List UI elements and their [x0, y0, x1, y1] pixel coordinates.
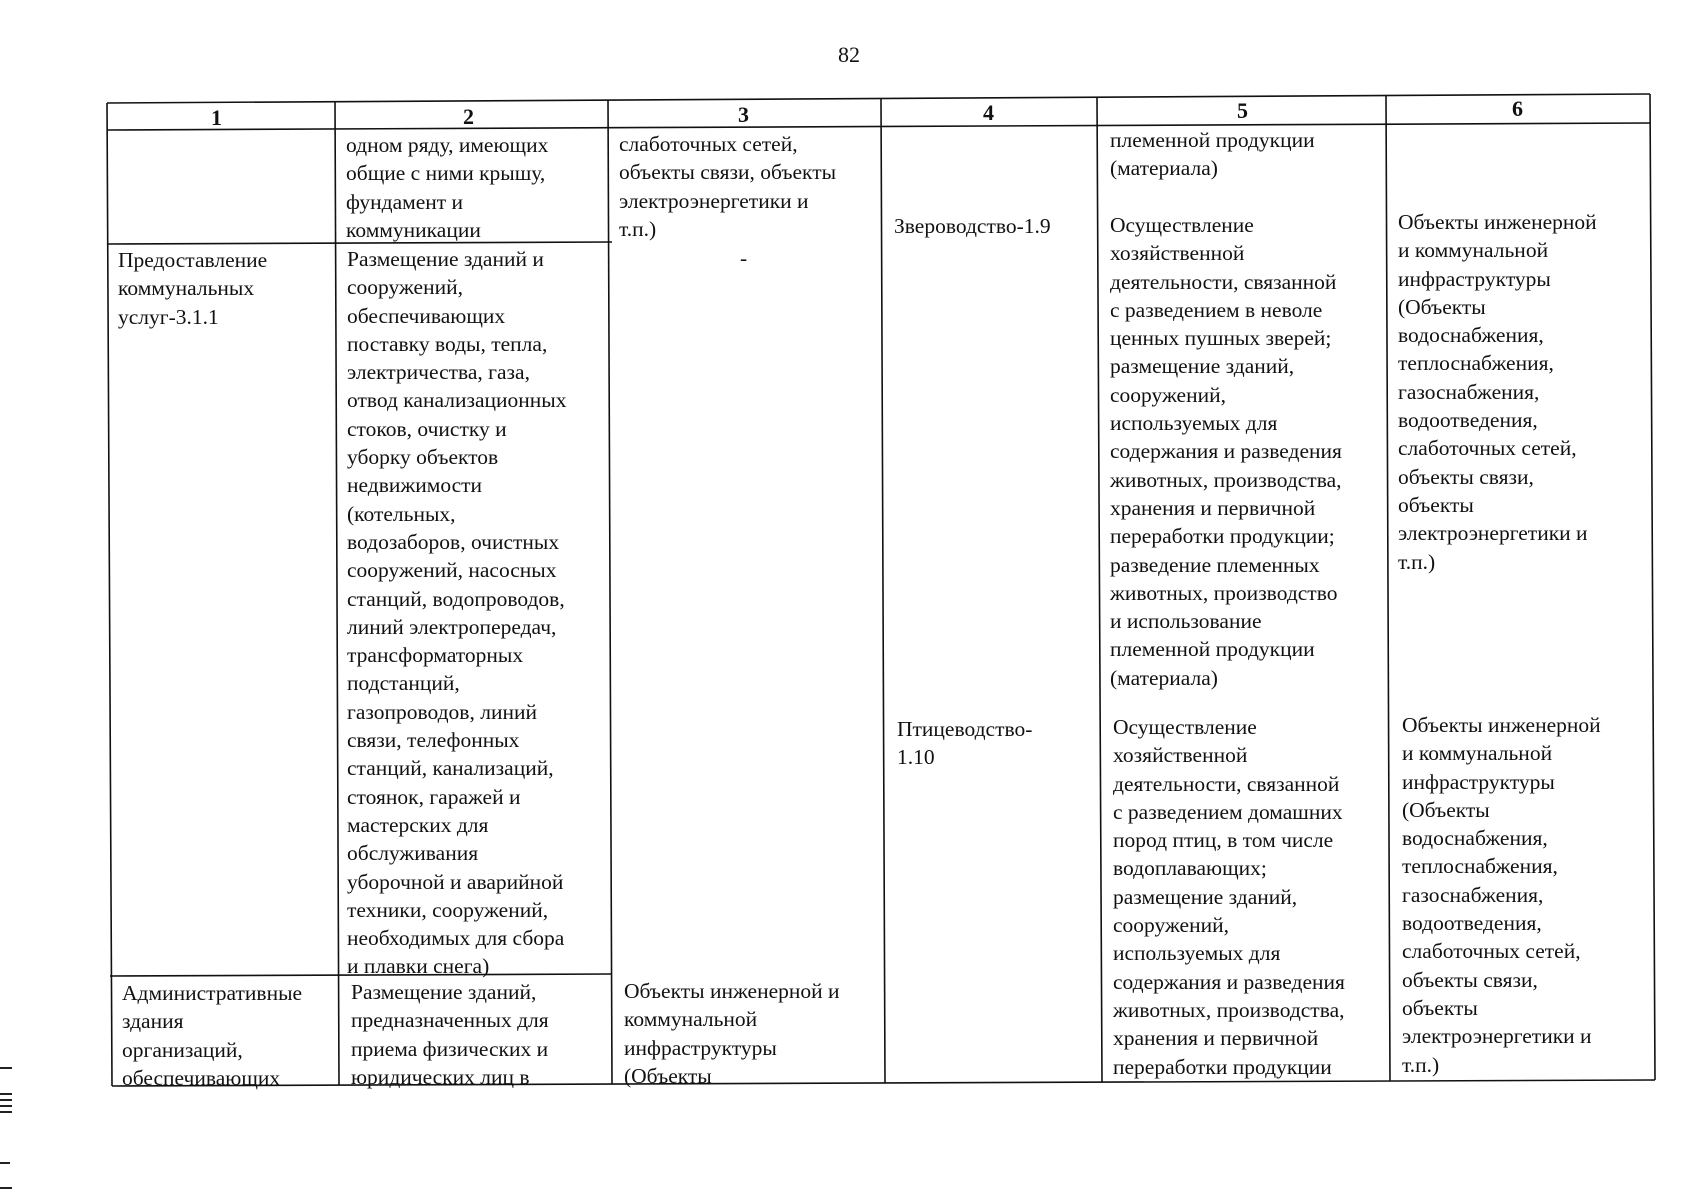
header-col-5: 5	[1237, 98, 1248, 123]
table-cell-poultry-col6: Объекты инженерной и коммунальной инфраструктуры (Объекты водоснабжения, теплоснабжения, газоснабжения, водоотведения, слаботочных сетей, объекты связи, объекты электроэнергетики и т.п.)	[1402, 713, 1601, 1077]
scan-margin-marks	[0, 0, 20, 1200]
table-cell-continuation-col5: племенной продукции (материала)	[1110, 128, 1315, 181]
page-number: 82	[838, 42, 860, 67]
table-cell-fur-farming-col6: Объекты инженерной и коммунальной инфраструктуры (Объекты водоснабжения, теплоснабжения, газоснабжения, водоотведения, слаботочных сетей, объекты связи, объекты электроэнергетики и т.п.)	[1398, 210, 1597, 574]
header-col-6: 6	[1512, 96, 1523, 121]
table-cell-continuation-col2: одном ряду, имеющих общие с ними крышу, фундамент и коммуникации	[346, 133, 549, 242]
table-cell-utilities-col2: Размещение зданий и сооружений, обеспечивающих поставку воды, тепла, электричества, газа, отвод канализационных стоков, очистку и уборку объектов недвижимости (котельных, водозаборов, очистных сооружений, насосных станций, водопроводов, линий электропередач, трансформаторных подстанций, газопроводов, линий связи, телефонных станций, канализаций, стоянок, гаражей и мастерских для обслуживания уборочной и аварийной техники, сооружений, необходимых для сбора и плавки снега)	[347, 247, 567, 979]
table-cell-poultry-col5: Осуществление хозяйственной деятельности, связанной с разведением домашних пород птиц, в том числе водоплавающих; размещение зданий, сооружений, используемых для содержания и разведения животных, производства, хранения и первичной переработки продукции	[1113, 715, 1345, 1079]
table-cell-continuation-col3: слаботочных сетей, объекты связи, объекты электроэнергетики и т.п.)	[619, 132, 837, 241]
header-col-1: 1	[211, 105, 222, 130]
table-cell-admin-col2: Размещение зданий, предназначенных для приема физических и юридических лиц в	[351, 980, 549, 1089]
table-cell-admin-col3: Объекты инженерной и коммунальной инфраструктуры (Объекты	[624, 979, 840, 1088]
table-cell-poultry-col4: Птицеводство- 1.10	[897, 717, 1033, 770]
table-cell-utilities-col1: Предоставление коммунальных услуг-3.1.1	[118, 248, 268, 329]
table-cell-fur-farming-col4: Звероводство-1.9	[894, 214, 1051, 238]
table-cell-admin-col1: Административные здания организаций, обеспечивающих	[122, 981, 303, 1090]
header-col-3: 3	[738, 102, 749, 127]
table-cell-utilities-col3: -	[740, 246, 748, 270]
table-cell-fur-farming-col5: Осуществление хозяйственной деятельности, связанной с разведением в неволе ценных пушных зверей; размещение зданий, сооружений, используемых для содержания и разведения животных, производства, хранения и первичной переработки продукции; разведение племенных животных, производство и использование племенной продукции (материала)	[1110, 213, 1342, 690]
header-col-4: 4	[983, 100, 994, 125]
header-col-2: 2	[463, 104, 474, 129]
